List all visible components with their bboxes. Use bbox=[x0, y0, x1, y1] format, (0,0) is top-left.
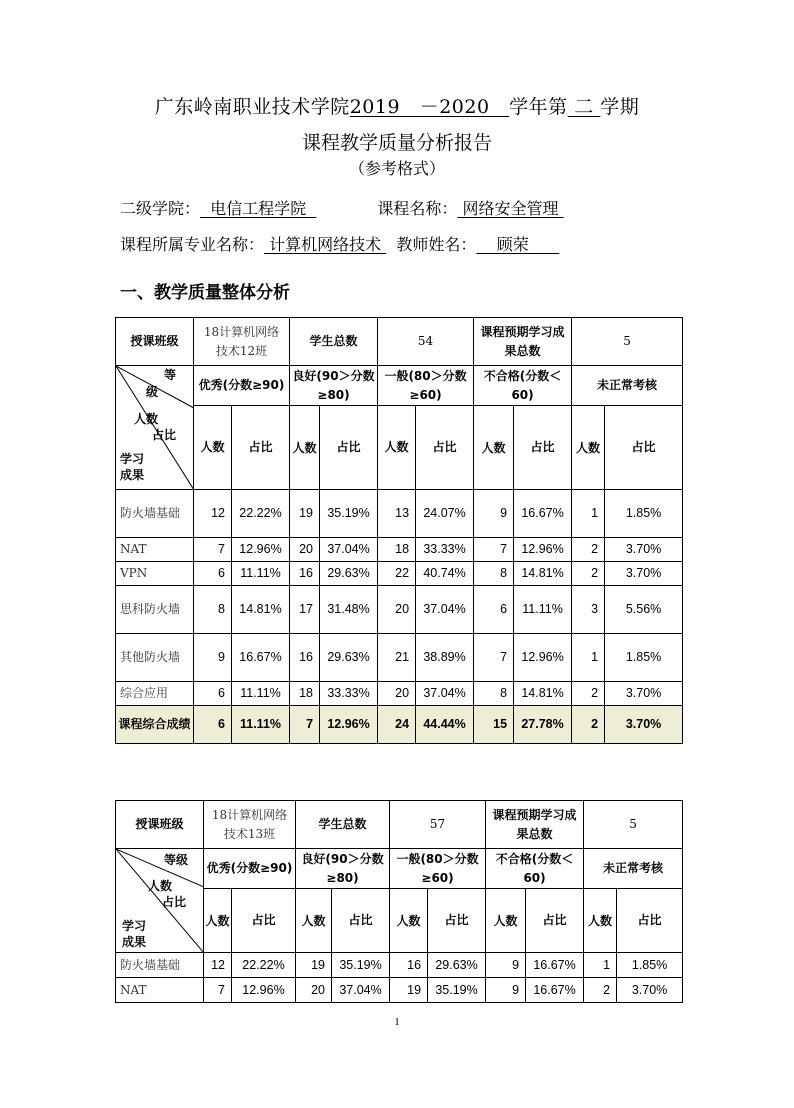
count-cell: 2 bbox=[584, 978, 617, 1003]
count-cell: 8 bbox=[194, 586, 232, 634]
table-row bbox=[116, 538, 683, 562]
grade-table-class-13 bbox=[115, 800, 683, 1003]
ratio-header: 占比 bbox=[332, 889, 390, 953]
total-students-value: 57 bbox=[390, 801, 486, 849]
grade-header-row bbox=[116, 366, 683, 406]
fail-header: 不合格(分数＜60) bbox=[486, 849, 584, 889]
fail-header: 不合格(分数＜60) bbox=[474, 366, 572, 406]
count-cell: 9 bbox=[474, 490, 514, 538]
outcome-name: 思科防火墙 bbox=[116, 586, 194, 634]
academic-year-label: 学年第 bbox=[509, 96, 568, 118]
count-cell: 3 bbox=[572, 586, 605, 634]
ratio-cell: 12.96% bbox=[514, 634, 572, 682]
page-number: 1 bbox=[394, 1016, 400, 1028]
count-cell: 8 bbox=[474, 562, 514, 586]
grade-table-class-12 bbox=[115, 317, 683, 744]
ratio-cell: 37.04% bbox=[332, 978, 390, 1003]
count-cell: 9 bbox=[486, 978, 526, 1003]
course-value: 网络安全管理 bbox=[457, 199, 564, 218]
report-subtitle: （参考格式） bbox=[348, 159, 445, 178]
outcome-label-2: 成果 bbox=[122, 935, 147, 949]
ratio-cell: 3.70% bbox=[617, 978, 683, 1003]
table-row bbox=[116, 978, 683, 1003]
count-cell: 16 bbox=[290, 634, 320, 682]
ratio-cell: 3.70% bbox=[605, 538, 683, 562]
summary-ratio-cell: 44.44% bbox=[416, 706, 474, 744]
total-students-value: 54 bbox=[378, 318, 474, 366]
outcome-name: NAT bbox=[116, 538, 194, 562]
ratio-cell: 31.48% bbox=[320, 586, 378, 634]
count-cell: 19 bbox=[296, 953, 332, 978]
count-header: 人数 bbox=[296, 889, 332, 953]
count-header: 人数 bbox=[486, 889, 526, 953]
ratio-cell: 16.67% bbox=[526, 953, 584, 978]
class-name: 18计算机网络技术13班 bbox=[204, 801, 296, 849]
count-header: 人数 bbox=[290, 406, 320, 490]
count-cell: 7 bbox=[474, 634, 514, 682]
grade-label: 等级 bbox=[164, 853, 189, 867]
ratio-header: 占比 bbox=[514, 406, 572, 490]
outcome-label-2: 成果 bbox=[120, 468, 145, 482]
summary-count-cell: 7 bbox=[290, 706, 320, 744]
ratio-cell: 29.63% bbox=[428, 953, 486, 978]
ratio-cell: 24.07% bbox=[416, 490, 474, 538]
summary-ratio-cell: 3.70% bbox=[605, 706, 683, 744]
count-cell: 16 bbox=[290, 562, 320, 586]
total-students-label: 学生总数 bbox=[296, 801, 390, 849]
excellent-header: 优秀(分数≥90) bbox=[204, 849, 296, 889]
count-cell: 6 bbox=[194, 682, 232, 706]
absent-header: 未正常考核 bbox=[584, 849, 683, 889]
semester-label: 学期 bbox=[600, 96, 640, 118]
excellent-header: 优秀(分数≥90) bbox=[194, 366, 290, 406]
count-ratio-header-row bbox=[116, 406, 683, 490]
count-cell: 17 bbox=[290, 586, 320, 634]
outcome-name: VPN bbox=[116, 562, 194, 586]
ratio-cell: 35.19% bbox=[332, 953, 390, 978]
ratio-cell: 11.11% bbox=[514, 586, 572, 634]
count-cell: 8 bbox=[474, 682, 514, 706]
ratio-cell: 29.63% bbox=[320, 562, 378, 586]
average-header: 一般(80＞分数≥60) bbox=[378, 366, 474, 406]
summary-count-cell: 24 bbox=[378, 706, 416, 744]
absent-header: 未正常考核 bbox=[572, 366, 683, 406]
count-cell: 18 bbox=[378, 538, 416, 562]
info-line-1 bbox=[120, 196, 564, 219]
diagonal-header-cell bbox=[116, 366, 194, 490]
ratio-cell: 38.89% bbox=[416, 634, 474, 682]
table-row bbox=[116, 562, 683, 586]
table-row bbox=[116, 586, 683, 634]
outcome-name: 综合应用 bbox=[116, 682, 194, 706]
count-label: 人数 bbox=[148, 879, 173, 893]
ratio-header: 占比 bbox=[320, 406, 378, 490]
grade-label-part1: 等 bbox=[164, 368, 177, 382]
count-cell: 20 bbox=[296, 978, 332, 1003]
info-line-2 bbox=[120, 232, 559, 255]
ratio-header: 占比 bbox=[617, 889, 683, 953]
count-cell: 2 bbox=[572, 682, 605, 706]
count-cell: 20 bbox=[290, 538, 320, 562]
count-cell: 7 bbox=[194, 538, 232, 562]
ratio-header: 占比 bbox=[526, 889, 584, 953]
ratio-header: 占比 bbox=[232, 889, 296, 953]
count-cell: 2 bbox=[572, 538, 605, 562]
count-header: 人数 bbox=[584, 889, 617, 953]
report-title: 课程教学质量分析报告 bbox=[301, 132, 492, 154]
expected-outcomes-value: 5 bbox=[572, 318, 683, 366]
ratio-label: 占比 bbox=[152, 428, 177, 442]
ratio-cell: 16.67% bbox=[232, 634, 290, 682]
outcome-name: NAT bbox=[116, 978, 204, 1003]
diagonal-header-cell bbox=[116, 849, 204, 953]
ratio-cell: 1.85% bbox=[605, 490, 683, 538]
ratio-header: 占比 bbox=[232, 406, 290, 490]
major-value: 计算机网络技术 bbox=[264, 235, 387, 254]
class-name: 18计算机网络技术12班 bbox=[194, 318, 290, 366]
count-cell: 18 bbox=[290, 682, 320, 706]
count-cell: 6 bbox=[194, 562, 232, 586]
ratio-cell: 12.96% bbox=[232, 978, 296, 1003]
ratio-cell: 16.67% bbox=[526, 978, 584, 1003]
course-label: 课程名称： bbox=[377, 199, 458, 218]
count-header: 人数 bbox=[474, 406, 514, 490]
ratio-cell: 33.33% bbox=[320, 682, 378, 706]
good-header: 良好(90＞分数≥80) bbox=[296, 849, 390, 889]
section-title: 一、教学质量整体分析 bbox=[120, 283, 290, 303]
ratio-cell: 14.81% bbox=[232, 586, 290, 634]
count-header: 人数 bbox=[194, 406, 232, 490]
ratio-cell: 11.11% bbox=[232, 682, 290, 706]
grade-header-row bbox=[116, 849, 683, 889]
count-cell: 1 bbox=[572, 634, 605, 682]
count-cell: 12 bbox=[194, 490, 232, 538]
count-cell: 6 bbox=[474, 586, 514, 634]
ratio-cell: 37.04% bbox=[416, 682, 474, 706]
table-row bbox=[116, 634, 683, 682]
institution-name: 广东岭南职业技术学院 bbox=[154, 96, 350, 118]
count-cell: 1 bbox=[572, 490, 605, 538]
ratio-header: 占比 bbox=[416, 406, 474, 490]
year-start: 2019 bbox=[349, 96, 420, 118]
table-row bbox=[116, 953, 683, 978]
count-cell: 9 bbox=[486, 953, 526, 978]
table-head-row bbox=[116, 318, 683, 366]
summary-count-cell: 2 bbox=[572, 706, 605, 744]
ratio-cell: 35.19% bbox=[428, 978, 486, 1003]
ratio-cell: 29.63% bbox=[320, 634, 378, 682]
ratio-cell: 3.70% bbox=[605, 562, 683, 586]
count-header: 人数 bbox=[204, 889, 232, 953]
table-body bbox=[116, 953, 683, 1003]
ratio-cell: 14.81% bbox=[514, 682, 572, 706]
table-body bbox=[116, 490, 683, 744]
count-cell: 22 bbox=[378, 562, 416, 586]
summary-count-cell: 15 bbox=[474, 706, 514, 744]
year-end: －2020 bbox=[419, 96, 510, 118]
summary-ratio-cell: 27.78% bbox=[514, 706, 572, 744]
summary-row bbox=[116, 706, 683, 744]
count-header: 人数 bbox=[390, 889, 428, 953]
count-cell: 2 bbox=[572, 562, 605, 586]
count-cell: 20 bbox=[378, 682, 416, 706]
ratio-cell: 37.04% bbox=[416, 586, 474, 634]
ratio-cell: 14.81% bbox=[514, 562, 572, 586]
outcome-name: 防火墙基础 bbox=[116, 490, 194, 538]
ratio-header: 占比 bbox=[605, 406, 683, 490]
count-cell: 7 bbox=[204, 978, 232, 1003]
ratio-cell: 1.85% bbox=[605, 634, 683, 682]
college-value: 电信工程学院 bbox=[200, 199, 317, 218]
ratio-cell: 35.19% bbox=[320, 490, 378, 538]
outcome-label-1: 学习 bbox=[120, 452, 145, 466]
ratio-cell: 12.96% bbox=[514, 538, 572, 562]
class-label: 授课班级 bbox=[116, 801, 204, 849]
teacher-value: 顾荣 bbox=[476, 235, 560, 254]
ratio-cell: 16.67% bbox=[514, 490, 572, 538]
table-head-row bbox=[116, 801, 683, 849]
count-cell: 20 bbox=[378, 586, 416, 634]
summary-ratio-cell: 12.96% bbox=[320, 706, 378, 744]
count-header: 人数 bbox=[572, 406, 605, 490]
college-label: 二级学院： bbox=[120, 199, 201, 218]
count-cell: 12 bbox=[204, 953, 232, 978]
expected-outcomes-label: 课程预期学习成果总数 bbox=[474, 318, 572, 366]
outcome-label-1: 学习 bbox=[122, 919, 147, 933]
semester-number: 二 bbox=[567, 96, 601, 118]
count-cell: 13 bbox=[378, 490, 416, 538]
ratio-cell: 22.22% bbox=[232, 953, 296, 978]
expected-outcomes-value: 5 bbox=[584, 801, 683, 849]
table-row bbox=[116, 682, 683, 706]
table-row bbox=[116, 490, 683, 538]
ratio-cell: 3.70% bbox=[605, 682, 683, 706]
class-label: 授课班级 bbox=[116, 318, 194, 366]
ratio-cell: 22.22% bbox=[232, 490, 290, 538]
count-cell: 16 bbox=[390, 953, 428, 978]
summary-label: 课程综合成绩 bbox=[116, 706, 194, 744]
ratio-cell: 33.33% bbox=[416, 538, 474, 562]
report-header-line bbox=[0, 92, 794, 119]
count-header: 人数 bbox=[378, 406, 416, 490]
outcome-name: 防火墙基础 bbox=[116, 953, 204, 978]
grade-label-part2: 级 bbox=[146, 385, 159, 399]
summary-ratio-cell: 11.11% bbox=[232, 706, 290, 744]
count-cell: 19 bbox=[290, 490, 320, 538]
summary-count-cell: 6 bbox=[194, 706, 232, 744]
good-header: 良好(90＞分数≥80) bbox=[290, 366, 378, 406]
ratio-label: 占比 bbox=[162, 895, 187, 909]
count-cell: 1 bbox=[584, 953, 617, 978]
count-cell: 7 bbox=[474, 538, 514, 562]
major-label: 课程所属专业名称： bbox=[120, 235, 265, 254]
teacher-label: 教师姓名： bbox=[396, 235, 477, 254]
ratio-cell: 5.56% bbox=[605, 586, 683, 634]
count-cell: 19 bbox=[390, 978, 428, 1003]
ratio-cell: 1.85% bbox=[617, 953, 683, 978]
ratio-header: 占比 bbox=[428, 889, 486, 953]
ratio-cell: 11.11% bbox=[232, 562, 290, 586]
expected-outcomes-label: 课程预期学习成果总数 bbox=[486, 801, 584, 849]
average-header: 一般(80＞分数≥60) bbox=[390, 849, 486, 889]
outcome-name: 其他防火墙 bbox=[116, 634, 194, 682]
count-cell: 9 bbox=[194, 634, 232, 682]
ratio-cell: 37.04% bbox=[320, 538, 378, 562]
count-cell: 21 bbox=[378, 634, 416, 682]
total-students-label: 学生总数 bbox=[290, 318, 378, 366]
count-label: 人数 bbox=[134, 412, 159, 426]
ratio-cell: 40.74% bbox=[416, 562, 474, 586]
ratio-cell: 12.96% bbox=[232, 538, 290, 562]
